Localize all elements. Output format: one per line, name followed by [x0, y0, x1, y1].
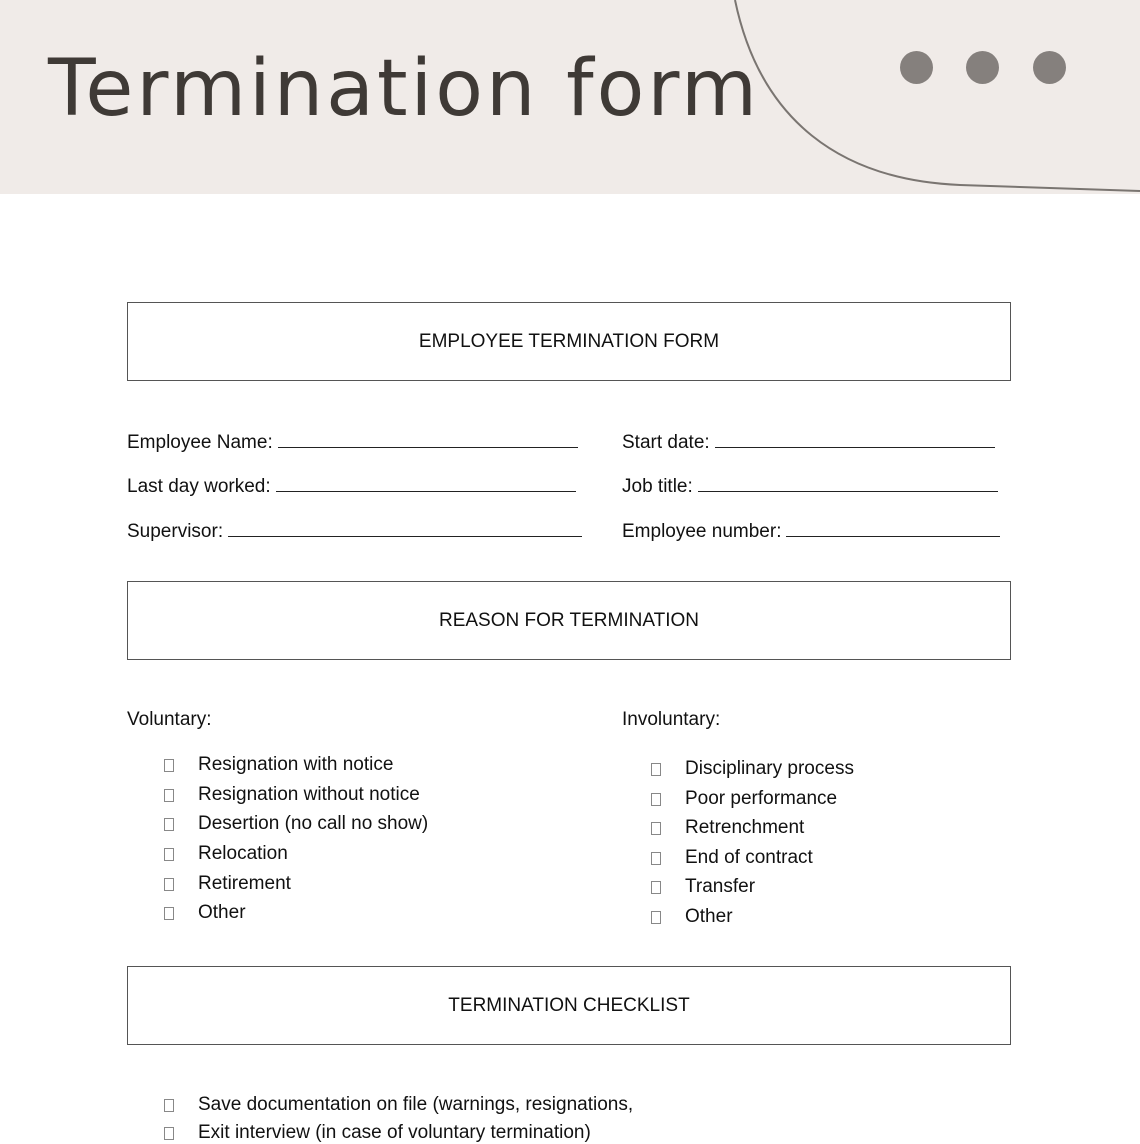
checkbox[interactable]: [164, 907, 174, 920]
voluntary-option[interactable]: [160, 902, 246, 924]
supervisor-field[interactable]: [127, 519, 582, 543]
checkbox[interactable]: [164, 878, 174, 891]
option-label: Resignation without notice: [198, 784, 420, 805]
supervisor-line[interactable]: [228, 519, 582, 537]
supervisor-label: Supervisor:: [127, 521, 224, 542]
voluntary-option[interactable]: [160, 784, 420, 806]
checkbox[interactable]: [651, 852, 661, 865]
job-title-field[interactable]: [622, 474, 998, 498]
involuntary-option[interactable]: [647, 847, 813, 869]
start-date-label: Start date:: [622, 432, 710, 453]
dot-icon: [966, 51, 999, 84]
involuntary-option[interactable]: [647, 817, 804, 839]
option-label: Other: [198, 902, 246, 923]
checkbox[interactable]: [164, 818, 174, 831]
checklist-label: Exit interview (in case of voluntary termination): [198, 1122, 591, 1143]
last-day-line[interactable]: [276, 474, 576, 492]
header-banner: [0, 0, 1140, 194]
checkbox[interactable]: [651, 881, 661, 894]
checkbox[interactable]: [651, 911, 661, 924]
option-label: End of contract: [685, 847, 813, 868]
employee-number-field[interactable]: [622, 519, 1000, 543]
voluntary-option[interactable]: [160, 754, 393, 776]
employee-name-line[interactable]: [278, 430, 578, 448]
checkbox[interactable]: [164, 759, 174, 772]
page-title: Termination form: [48, 44, 761, 134]
start-date-line[interactable]: [715, 430, 995, 448]
option-label: Relocation: [198, 843, 288, 864]
voluntary-label: Voluntary:: [127, 709, 212, 730]
section-employee-header: EMPLOYEE TERMINATION FORM: [127, 302, 1011, 381]
start-date-field[interactable]: [622, 430, 995, 454]
option-label: Disciplinary process: [685, 758, 854, 779]
checkbox[interactable]: [651, 822, 661, 835]
option-label: Desertion (no call no show): [198, 813, 429, 834]
option-label: Poor performance: [685, 788, 838, 809]
checklist-item[interactable]: [160, 1122, 591, 1144]
job-title-label: Job title:: [622, 476, 693, 497]
checkbox[interactable]: [164, 1099, 174, 1112]
section-checklist-header: TERMINATION CHECKLIST: [127, 966, 1011, 1045]
checkbox[interactable]: [651, 763, 661, 776]
checklist-label: Save documentation on file (warnings, resignations,: [198, 1094, 634, 1115]
option-label: Transfer: [685, 876, 756, 897]
involuntary-option[interactable]: [647, 788, 837, 810]
last-day-label: Last day worked:: [127, 476, 271, 497]
involuntary-option[interactable]: [647, 906, 733, 928]
checkbox[interactable]: [164, 1127, 174, 1140]
option-label: Retrenchment: [685, 817, 805, 838]
involuntary-label: Involuntary:: [622, 709, 721, 730]
checkbox[interactable]: [164, 848, 174, 861]
option-label: Resignation with notice: [198, 754, 394, 775]
voluntary-option[interactable]: [160, 873, 291, 895]
option-label: Other: [685, 906, 733, 927]
checkbox[interactable]: [651, 793, 661, 806]
employee-number-line[interactable]: [786, 519, 1000, 537]
option-label: Retirement: [198, 873, 291, 894]
dot-icon: [1033, 51, 1066, 84]
job-title-line[interactable]: [698, 474, 998, 492]
involuntary-option[interactable]: [647, 876, 755, 898]
employee-number-label: Employee number:: [622, 521, 782, 542]
last-day-field[interactable]: [127, 474, 576, 498]
checkbox[interactable]: [164, 789, 174, 802]
voluntary-option[interactable]: [160, 843, 288, 865]
dot-icon: [900, 51, 933, 84]
employee-name-field[interactable]: [127, 430, 578, 454]
checklist-item[interactable]: [160, 1094, 633, 1116]
voluntary-option[interactable]: [160, 813, 428, 835]
employee-name-label: Employee Name:: [127, 432, 273, 453]
section-reason-header: REASON FOR TERMINATION: [127, 581, 1011, 660]
involuntary-option[interactable]: [647, 758, 854, 780]
